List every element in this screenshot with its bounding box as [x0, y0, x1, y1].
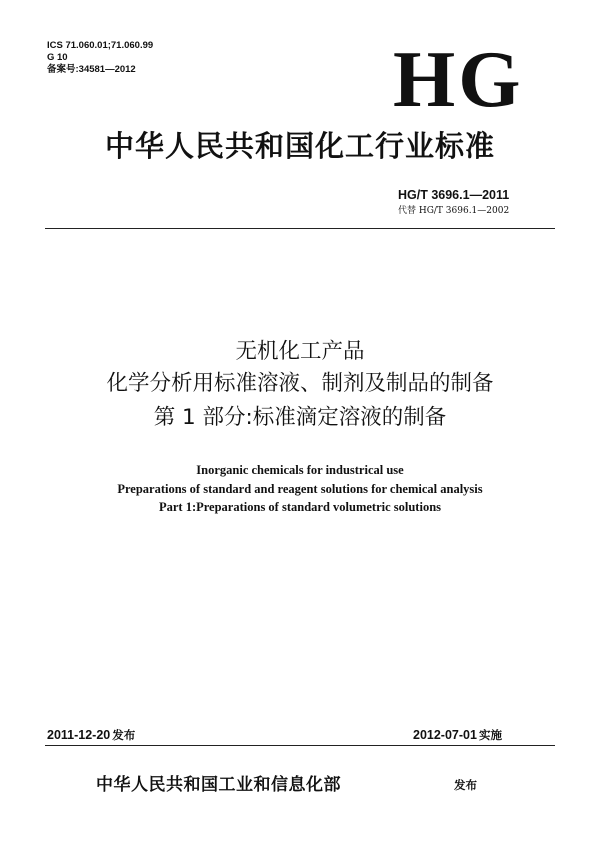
- title-en-line-2: Preparations of standard and reagent solutions for chemical analysis: [117, 482, 483, 496]
- implement-date-label: 实施: [478, 728, 502, 742]
- record-number: 备案号:34581—2012: [47, 64, 136, 75]
- ics-code: ICS 71.060.01;71.060.99: [47, 40, 154, 51]
- issuing-action: 发布: [454, 778, 477, 792]
- standard-number: HG/T 3696.1—2011: [398, 188, 510, 202]
- implement-date: [413, 727, 502, 743]
- title-zh-line-2: 化学分析用标准溶液、制剂及制品的制备: [106, 371, 494, 396]
- implement-date-value: 2012-07-01: [413, 728, 477, 742]
- issue-date-label: 发布: [112, 728, 136, 742]
- ccs-code: G 10: [47, 52, 68, 63]
- bottom-divider: [45, 745, 555, 746]
- issue-date: [47, 727, 135, 743]
- issuing-authority: 中华人民共和国工业和信息化部: [96, 775, 341, 795]
- issue-date-value: 2011-12-20: [47, 728, 111, 742]
- title-en-line-1: Inorganic chemicals for industrical use: [196, 463, 404, 477]
- top-divider: [45, 228, 555, 229]
- title-en-line-3: Part 1:Preparations of standard volumetric solutions: [158, 500, 442, 514]
- title-zh-line-3: 第 1 部分:标准滴定溶液的制备: [153, 405, 447, 430]
- standard-category-title: 中华人民共和国化工行业标准: [104, 129, 495, 163]
- title-zh-line-1: 无机化工产品: [235, 339, 365, 364]
- replaces-standard: 代替 HG/T 3696.1—2002: [398, 206, 510, 216]
- hg-logo: HG: [393, 36, 524, 124]
